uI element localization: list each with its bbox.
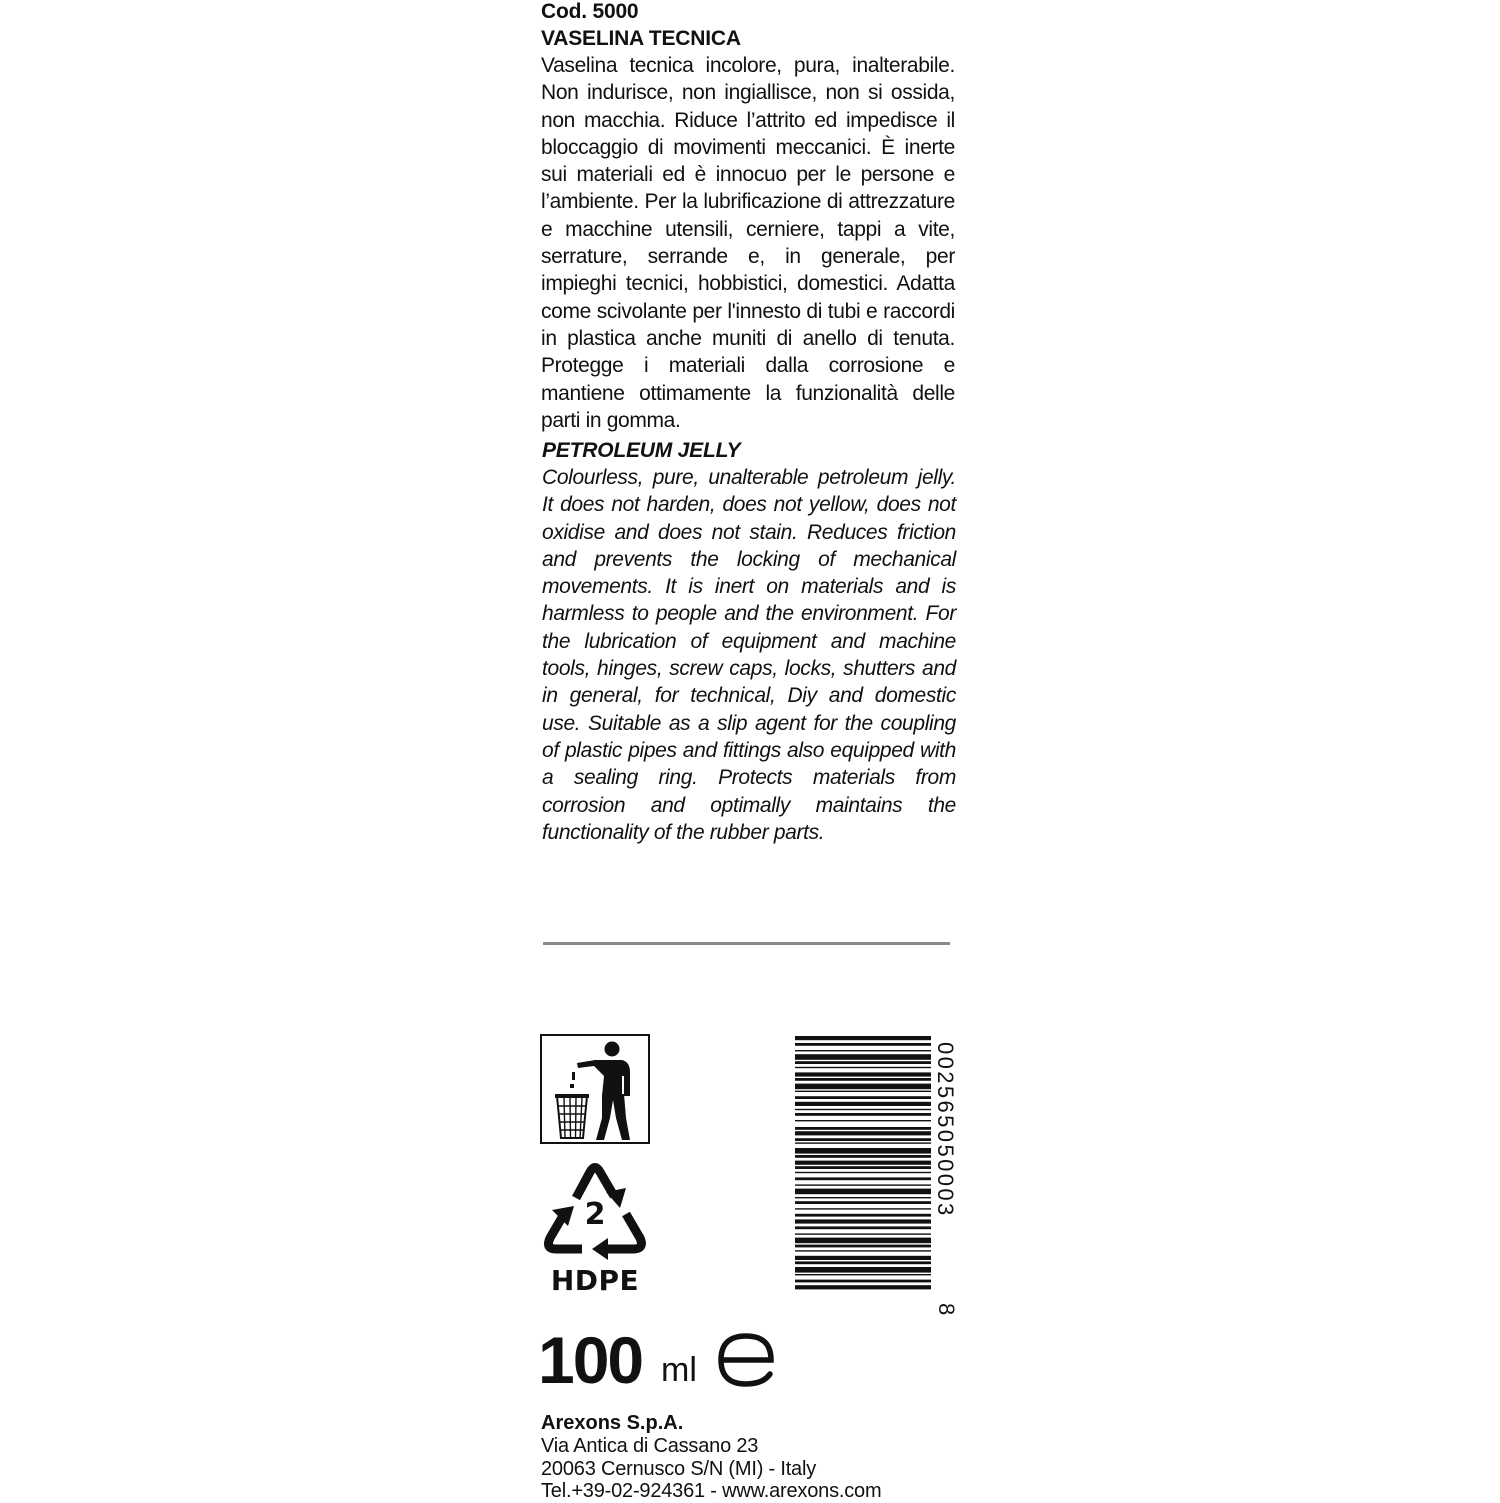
barcode-bar <box>795 1184 931 1185</box>
barcode-bar <box>795 1285 931 1289</box>
italian-description: Vaselina tecnica incolore, pura, inalterabile. Non indurisce, non ingiallisce, non si ossida, non macchia. Riduce l’attrito ed impedisce il bloccaggio di movimenti meccanici. È inerte sui materiali ed è innocuo per le persone e l’ambiente. Per la lubrificazione di attrezzature e macchine utensili, cerniere, tappi a vite, serrature, serrande e, in generale, per impieghi tecnici, hobbistici, domestici. Adatta come scivolante per l'innesto di tubi e raccordi in plastica anche muniti di anello di tenuta. Protegge i materiali dalla corrosione e mantiene ottimamente la funzionalità delle parti in gomma. <box>541 54 955 432</box>
italian-title: VASELINA TECNICA <box>541 27 741 50</box>
recycle-material-code: HDPE <box>550 1264 640 1297</box>
manufacturer-street: Via Antica di Cassano 23 <box>541 1435 759 1457</box>
barcode-bar <box>795 1054 931 1060</box>
barcode-bar <box>795 1267 931 1273</box>
product-code: Cod. 5000 <box>541 0 639 23</box>
barcode-bar <box>795 1120 931 1121</box>
barcode-bar <box>795 1131 931 1135</box>
english-title: PETROLEUM JELLY <box>542 439 741 462</box>
barcode-bar <box>795 1208 931 1209</box>
barcode-bar <box>795 1091 931 1092</box>
barcode-bar <box>795 1233 931 1234</box>
barcode-bar <box>795 1201 931 1204</box>
barcode-bar <box>795 1067 931 1068</box>
barcode-bar <box>795 1256 931 1260</box>
barcode-bar <box>795 1072 931 1076</box>
barcode-bar <box>795 1280 931 1283</box>
barcode-bar <box>795 1109 931 1110</box>
manufacturer-contact: Tel.+39-02-924361 - www.arexons.com <box>541 1480 882 1502</box>
volume-value: 100 <box>538 1323 643 1397</box>
barcode-bar <box>795 1226 931 1229</box>
tidyman-icon <box>540 1034 650 1144</box>
barcode-bar <box>795 1274 931 1275</box>
barcode-bar <box>795 1142 931 1143</box>
section-divider <box>543 942 950 945</box>
barcode-bar <box>795 1113 931 1116</box>
english-description: Colourless, pure, unalterable petroleum jelly. It does not harden, does not yellow, does not oxidise and does not stain. Reduces friction and prevents the locking of mechanical movements. It is inert on materials and is harmless to people and the environment. For the lubrication of equipment and machine tools, hinges, screw caps, locks, shutters and in general, for technical, Diy and domestic use. Suitable as a slip agent for the coupling of plastic pipes and fittings also equipped with a sealing ring. Protects materials from corrosion and optimally maintains the functionality of the rubber parts. <box>542 466 956 844</box>
barcode-bar <box>795 1177 931 1180</box>
barcode-digits <box>932 1042 960 1282</box>
volume-unit: ml <box>661 1351 697 1389</box>
barcode-bar <box>795 1214 931 1217</box>
barcode-number: 002565050003 <box>933 1042 958 1218</box>
barcode-bar <box>795 1245 931 1248</box>
barcode <box>795 1034 935 1292</box>
barcode-first-digit <box>934 1303 960 1329</box>
barcode-bar <box>795 1172 931 1173</box>
barcode-bar <box>795 1166 931 1169</box>
barcode-bar <box>795 1219 931 1223</box>
barcode-bar <box>795 1261 931 1264</box>
barcode-bar <box>795 1148 931 1154</box>
barcode-bar <box>795 1189 931 1195</box>
barcode-bar <box>795 1078 931 1081</box>
barcode-bar <box>795 1050 931 1051</box>
barcode-bar <box>795 1036 931 1040</box>
barcode-bar <box>795 1250 931 1251</box>
barcode-bar <box>795 1061 931 1064</box>
barcode-bar <box>795 1238 931 1244</box>
manufacturer-city: 20063 Cernusco S/N (MI) - Italy <box>541 1458 817 1480</box>
barcode-bar <box>795 1102 931 1106</box>
barcode-first-number: 8 <box>934 1303 959 1316</box>
barcode-bar <box>795 1155 931 1158</box>
barcode-bar <box>795 1197 931 1198</box>
barcode-bar <box>795 1127 931 1130</box>
barcode-bar <box>795 1043 931 1046</box>
barcode-bar <box>795 1138 931 1141</box>
barcode-bar <box>795 1084 931 1090</box>
manufacturer-name: Arexons S.p.A. <box>541 1412 684 1434</box>
barcode-bar <box>795 1096 931 1099</box>
barcode-bar <box>795 1161 931 1165</box>
estimated-sign-icon <box>715 1330 777 1390</box>
recycle-number: 2 <box>584 1197 606 1232</box>
